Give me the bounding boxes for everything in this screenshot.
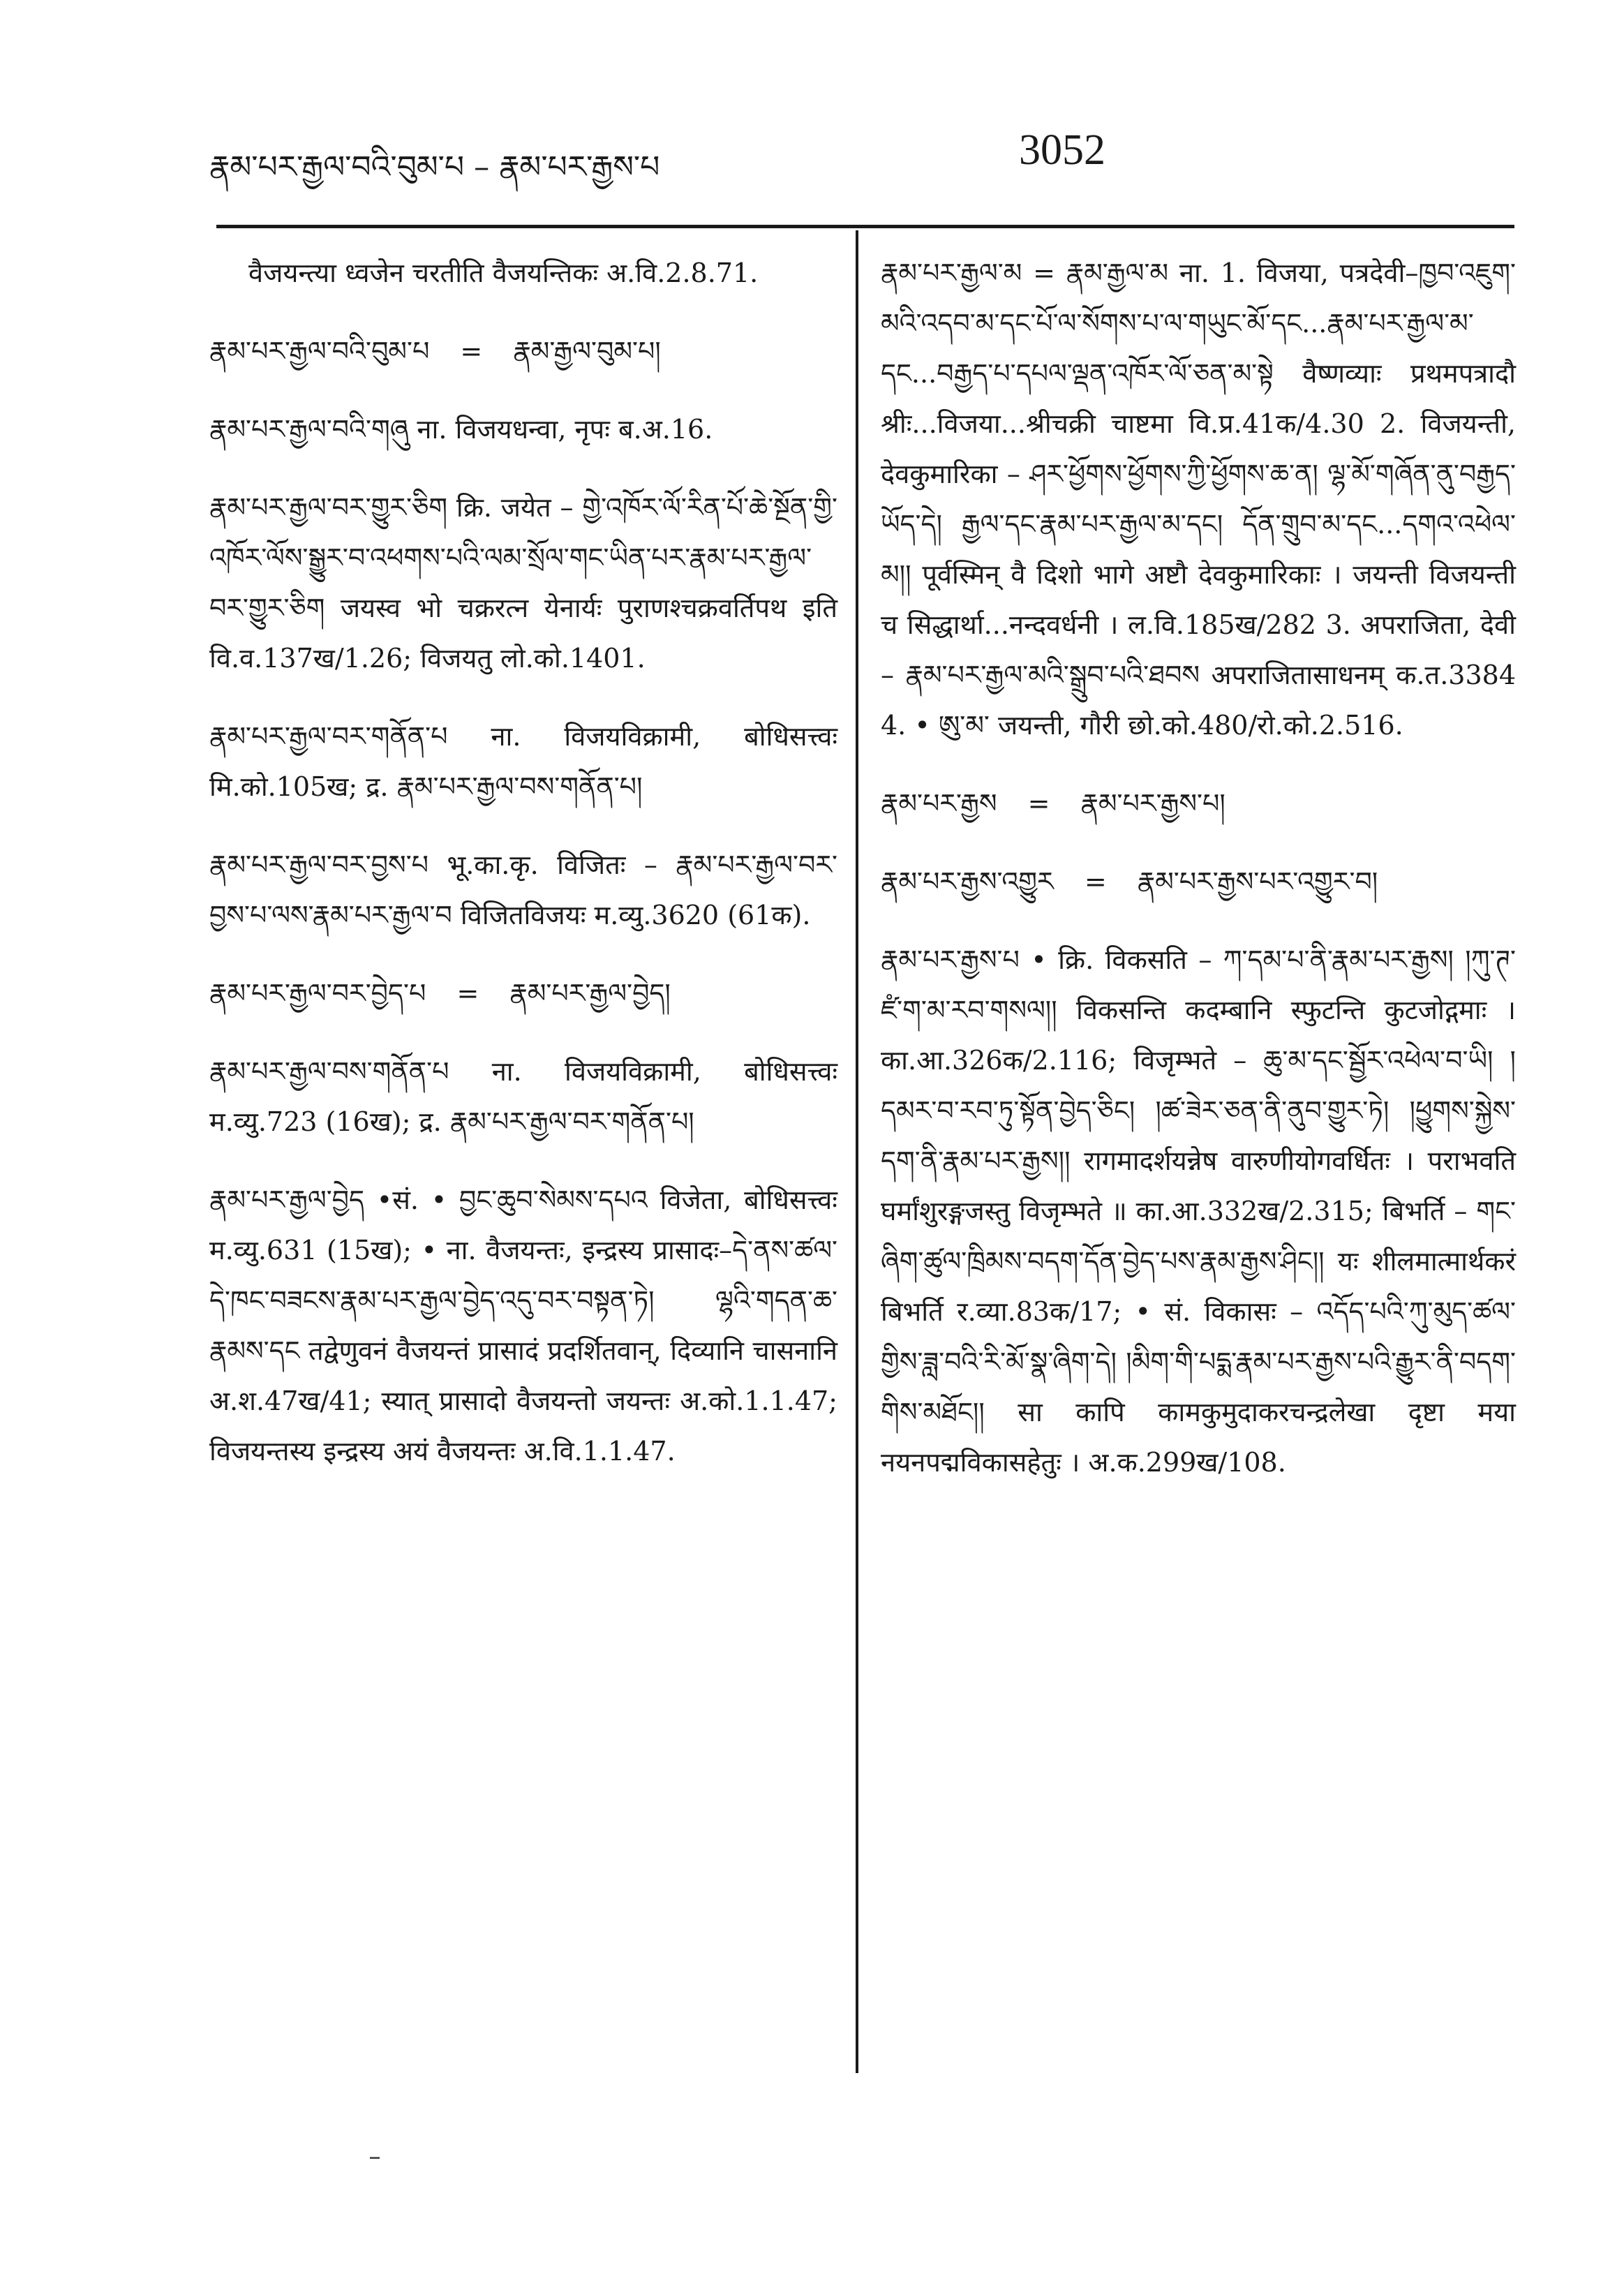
headword: རྣམ་པར་རྒྱལ་བྱེད bbox=[209, 1185, 365, 1215]
dictionary-entry bbox=[881, 935, 1516, 1487]
dictionary-entry bbox=[209, 404, 837, 454]
headword: རྣམ་པར་རྒྱས་པ bbox=[881, 944, 1020, 975]
column-divider bbox=[856, 230, 858, 2073]
entry-definition: • क्रि. विकसति – ཀ་དམ་པ་ནི་རྣམ་པར་རྒྱས། །ཀུ་ཊ་ཛཾ་ག་མ་རབ་གསལ།། विकसन्ति कदम्बानि स्फुटन्ति कुटजोद्गमाः । का.आ.326क/2.116; विजृम्भते – ཆུ་མ་དང་སྦྱོར་འཕེལ་བ་ཡི། །དམར་བ་རབ་ཏུ་སྟོན་བྱེད་ཅིང། །ཚ་ཟེར་ཅན་ནི་ནུབ་གྱུར་ཏེ། །ཕྱུགས་སྐྱེས་དག་ནི་རྣམ་པར་རྒྱས།། रागमादर्शयन्नेष वारुणीयोगवर्धितः । पराभवति घर्मांशुरङ्गजस्तु विजृम्भते ॥ का.आ.332ख/2.315; बिभर्ति – གང་ཞིག་ཚུལ་ཁྲིམས་བདག་དོན་བྱེད་པས་རྣམ་རྒྱས་ཤིང།། यः शीलमात्मार्थकरं बिभर्ति र.व्या.83क/17; • सं. विकासः – འདོད་པའི་ཀུ་མུད་ཚལ་གྱིས་ཟླ་བའི་རི་མོ་སྣ་ཞིག་དེ། །མིག་གི་པདྨ་རྣམ་པར་རྒྱས་པའི་རྒྱུར་ནི་བདག་གིས་མཐོང།། सा कापि कामकुमुदाकरचन्द्रलेखा दृष्टा मया नयनपद्मविकासहेतुः । अ.क.299ख/108. bbox=[881, 944, 1516, 1478]
cross-reference-target: རྣམ་རྒྱལ་བུམ་པ། bbox=[513, 336, 661, 366]
entry-text: वैजयन्त्या ध्वजेन चरतीति वैजयन्तिकः अ.वि.2.8.71. bbox=[248, 258, 759, 288]
headword: རྣམ་པར་རྒྱལ་མ bbox=[881, 258, 1022, 288]
entry-definition: •सं. • བྱང་ཆུབ་སེམས་དཔའ विजेता, बोधिसत्त्वः म.व्यु.631 (15ख); • ना. वैजयन्तः, इन्द्रस्य प्रासादः–དེ་ནས་ཚལ་དེ་ཁང་བཟངས་རྣམ་པར་རྒྱལ་བྱེད་འདུ་བར་བསྟན་ཏེ། ལྷའི་གདན་ཆ་རྣམས་དང तद्वेणुवनं वैजयन्तं प्रासादं प्रदर्शितवान्, दिव्यानि चासनानि अ.श.47ख/41; स्यात् प्रासादो वैजयन्तो जयन्तः अ.को.1.1.47; विजयन्तस्य इन्द्रस्य अयं वैजयन्तः अ.वि.1.1.47. bbox=[209, 1185, 837, 1467]
headword: རྣམ་པར་རྒྱལ་བར་གནོན་པ bbox=[209, 721, 448, 752]
cross-reference-entry bbox=[881, 856, 1516, 907]
headword: རྣམ་པར་རྒྱལ་བའི་གཞུ bbox=[209, 414, 409, 445]
cross-reference-entry bbox=[881, 778, 1516, 829]
headword: རྣམ་པར་རྒྱས bbox=[881, 788, 997, 819]
entry-definition: ना. विजयधन्वा, नृपः ब.अ.16. bbox=[408, 414, 713, 445]
equals-sign: = bbox=[1027, 788, 1050, 819]
dictionary-entry bbox=[209, 482, 837, 683]
headword: རྣམ་པར་རྒྱལ་བར་བྱེད་པ bbox=[209, 978, 426, 1009]
cross-reference-target: རྣམ་པར་རྒྱས་པར་འགྱུར་བ། bbox=[1137, 866, 1378, 897]
page-number: 3052 bbox=[1019, 126, 1105, 174]
running-head: རྣམ་པར་རྒྱལ་བའི་བུམ་པ – རྣམ་པར་རྒྱས་པ bbox=[209, 149, 660, 185]
dictionary-entry bbox=[209, 1175, 837, 1476]
dictionary-entry bbox=[209, 840, 837, 940]
headword: རྣམ་པར་རྒྱལ་བས་གནོན་པ bbox=[209, 1056, 449, 1087]
cross-reference-target: རྣམ་པར་རྒྱལ་བྱེད། bbox=[509, 978, 671, 1009]
cross-reference-entry bbox=[209, 968, 837, 1018]
page-header bbox=[209, 126, 1507, 195]
headword: རྣམ་པར་རྒྱལ་བའི་བུམ་པ bbox=[209, 336, 430, 366]
left-column bbox=[209, 248, 837, 1504]
headword: རྣམ་པར་རྒྱས་འགྱུར bbox=[881, 866, 1054, 897]
equals-sign: = bbox=[456, 978, 479, 1009]
dictionary-entry bbox=[881, 248, 1516, 750]
entry-definition: = རྣམ་རྒྱལ་མ ना. 1. विजया, पत्रदेवी–ཁྱབ་འཇུག་མའི་འདབ་མ་དང་པོ་ལ་སོགས་པ་ལ་གཡུང་མོ་དང...རྣམ་པར་རྒྱལ་མ་དང...བརྒྱད་པ་དཔལ་ལྡན་འཁོར་ལོ་ཅན་མ་སྟེ वैष्णव्याः प्रथमपत्रादौ श्रीः...विजया...श्रीचक्री चाष्टमा वि.प्र.41क/4.30 2. विजयन्ती, देवकुमारिका – ཤར་ཕྱོགས་ཕྱོགས་ཀྱི་ཕྱོགས་ཆ་ན། ལྷ་མོ་གཞོན་ནུ་བརྒྱད་ཡོད་དེ། རྒྱལ་དང་རྣམ་པར་རྒྱལ་མ་དང། དོན་གྲུབ་མ་དང...དགའ་འཕེལ་མ།། पूर्वस्मिन् वै दिशो भागे अष्टौ देवकुमारिकाः । जयन्ती विजयन्ती च सिद्धार्था...नन्दवर्धनी । ल.वि.185ख/282 3. अपराजिता, देवी – རྣམ་པར་རྒྱལ་མའི་སྒྲུབ་པའི་ཐབས अपराजितासाधनम् क.त.3384 4. • ཨུ་མ་ जयन्ती, गौरी छो.को.480/रो.को.2.516. bbox=[881, 258, 1516, 741]
cross-reference-entry bbox=[209, 326, 837, 376]
headword: རྣམ་པར་རྒྱལ་བར་གྱུར་ཅིག bbox=[209, 492, 448, 523]
continued-entry bbox=[209, 248, 837, 298]
headword: རྣམ་པར་རྒྱལ་བར་བྱས་པ bbox=[209, 849, 429, 880]
dictionary-entry bbox=[209, 1046, 837, 1147]
entry-definition: भू.का.कृ. विजितः – རྣམ་པར་རྒྱལ་བར་བྱས་པ་ལས་རྣམ་པར་རྒྱལ་བ विजितविजयः म.व्यु.3620 (61क). bbox=[209, 849, 837, 930]
equals-sign: = bbox=[460, 336, 483, 366]
equals-sign: = bbox=[1084, 866, 1107, 897]
stray-mark bbox=[370, 2157, 380, 2159]
dictionary-entry bbox=[209, 711, 837, 812]
entry-definition: ना. विजयविक्रामी, बोधिसत्त्वः म.व्यु.723 (16ख); द्र. རྣམ་པར་རྒྱལ་བར་གནོན་པ། bbox=[209, 1056, 837, 1137]
entry-definition: ना. विजयविक्रामी, बोधिसत्त्वः मि.को.105ख; द्र. རྣམ་པར་རྒྱལ་བས་གནོན་པ། bbox=[209, 721, 837, 802]
cross-reference-target: རྣམ་པར་རྒྱས་པ། bbox=[1080, 788, 1226, 819]
entry-definition: क्रि. जयेत – གྱེ་འཁོར་ལོ་རིན་པོ་ཆེ་སྔོན་གྱི་འཁོར་ལོས་སྒྱུར་བ་འཕགས་པའི་ལམ་སྲོལ་གང་ཡིན་པར་རྣམ་པར་རྒྱལ་བར་གྱུར་ཅིག जयस्व भो चक्ररत्न येनार्यः पुराणश्चक्रवर्तिपथ इति वि.व.137ख/1.26; विजयतु लो.को.1401. bbox=[209, 492, 837, 674]
header-rule bbox=[216, 225, 1514, 228]
right-column bbox=[881, 248, 1516, 1515]
